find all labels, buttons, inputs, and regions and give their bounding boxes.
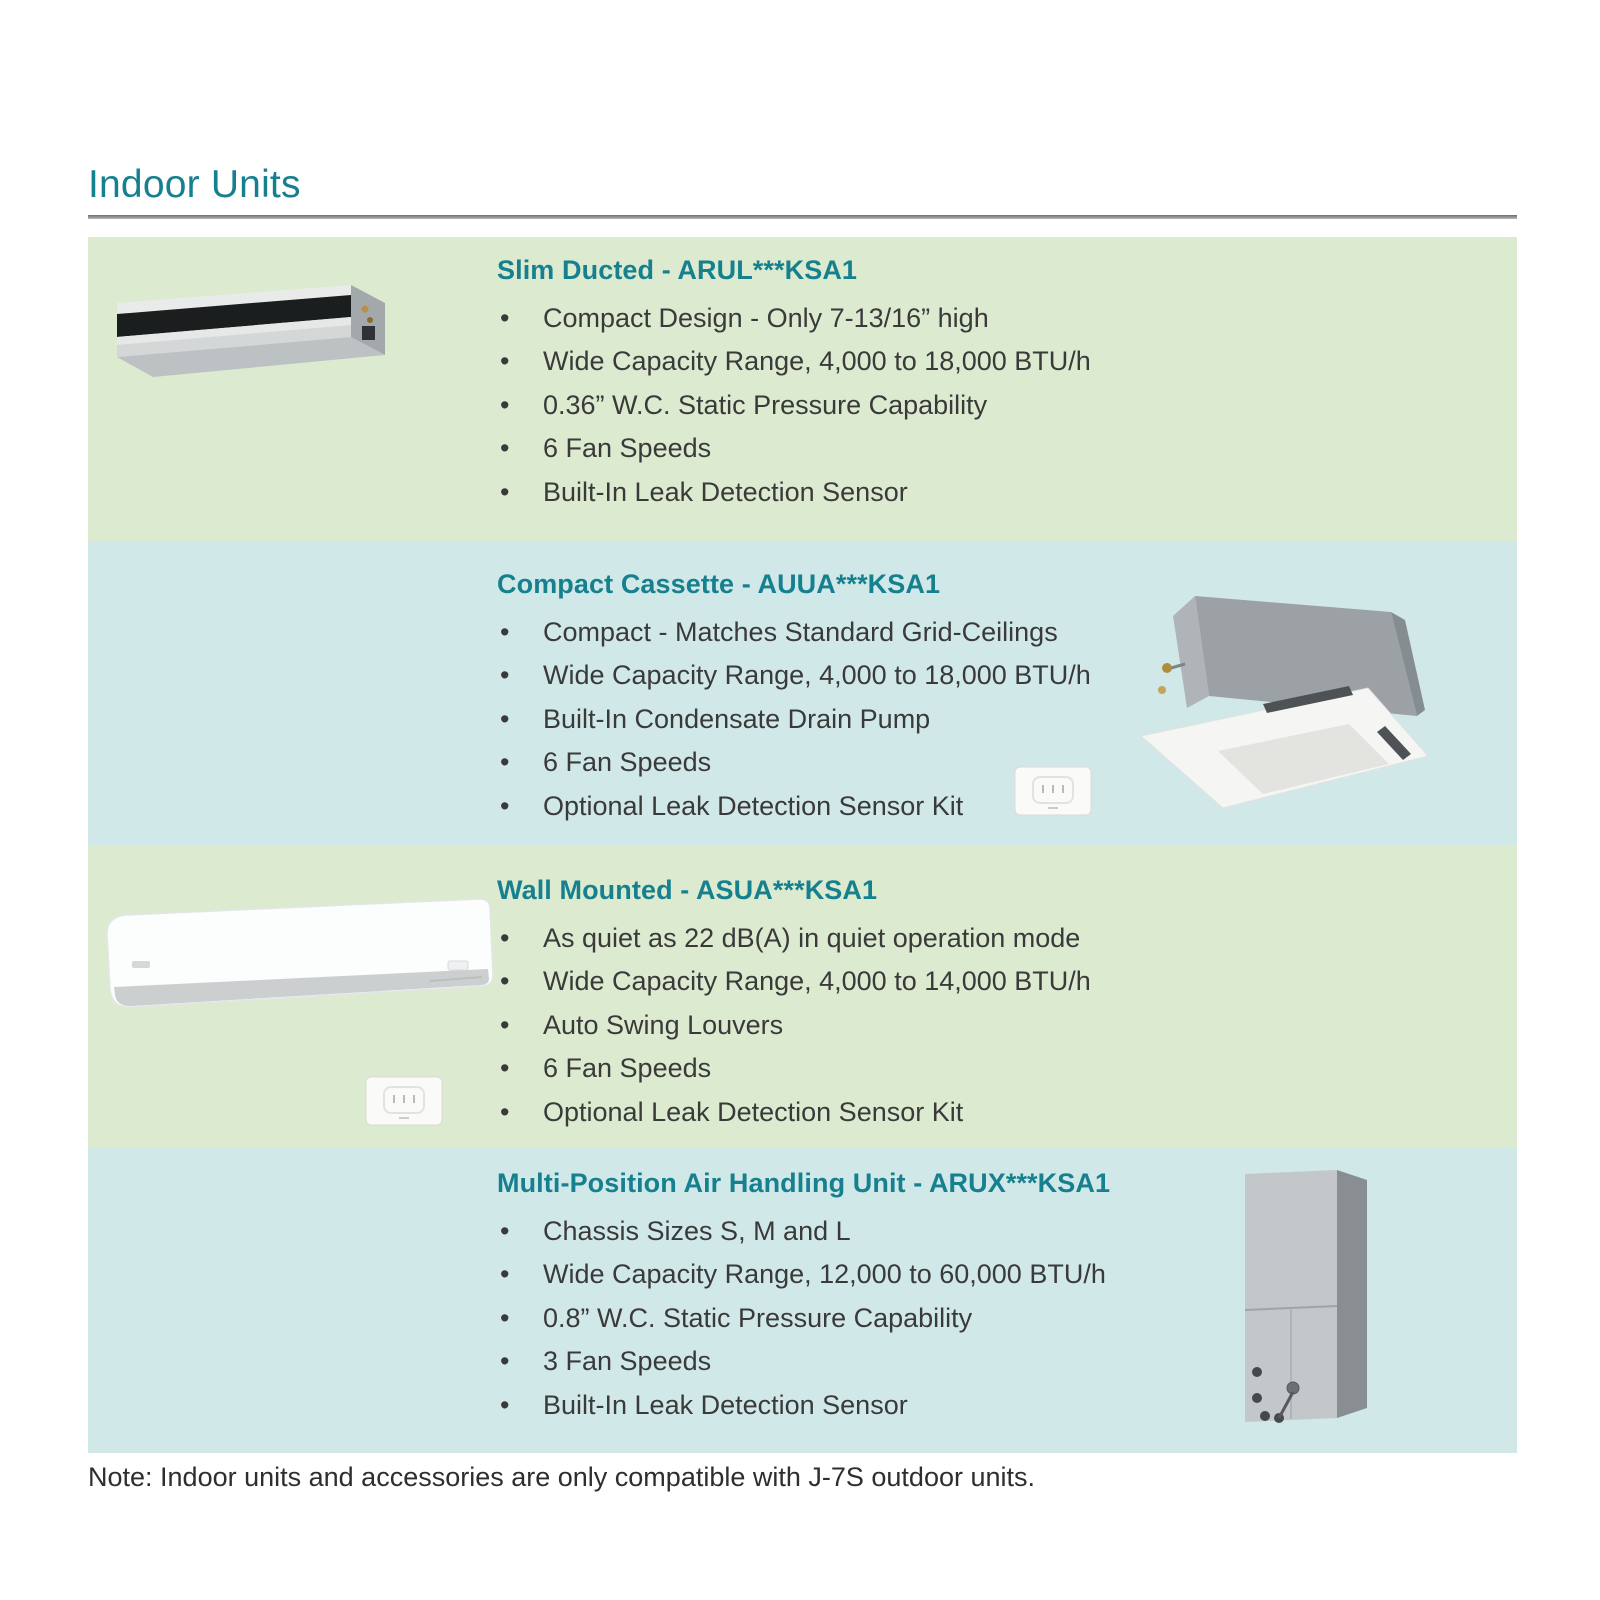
page-title: Indoor Units	[88, 163, 301, 206]
section-bands	[88, 237, 1517, 1453]
cabinet-side	[1337, 1170, 1367, 1418]
section-title: Multi-Position Air Handling Unit - ARUX***KSA1	[497, 1168, 1111, 1198]
section-air-handling-unit	[88, 1148, 1517, 1453]
section-title: Wall Mounted - ASUA***KSA1	[497, 875, 878, 905]
connection-box	[362, 326, 375, 340]
remote-control-image	[364, 1075, 444, 1127]
section-content	[497, 873, 1237, 1134]
bullet-item: • Compact - Matches Standard Grid-Ceilings	[497, 611, 1237, 654]
title-divider	[88, 215, 1517, 219]
bullet-item: • 6 Fan Speeds	[497, 427, 1237, 470]
bullet-item: • Wide Capacity Range, 4,000 to 14,000 BTU/h	[497, 960, 1237, 1003]
refrigerant-pipe	[362, 306, 369, 313]
display-indicator	[448, 961, 468, 970]
feature-list	[497, 917, 1237, 1134]
section-content	[497, 253, 1237, 514]
bullet-item: • Built-In Condensate Drain Pump	[497, 698, 1237, 741]
bullet-item: • Wide Capacity Range, 12,000 to 60,000 BTU/h	[497, 1253, 1237, 1296]
section-content	[497, 567, 1237, 828]
bullet-item: • Optional Leak Detection Sensor Kit	[497, 1091, 1237, 1134]
refrigerant-pipe	[367, 317, 373, 323]
bullet-item: • 6 Fan Speeds	[497, 1047, 1237, 1090]
section-compact-cassette	[88, 541, 1517, 845]
section-slim-ducted	[88, 237, 1517, 541]
feature-list	[497, 611, 1237, 828]
knockout-hole	[1260, 1411, 1270, 1421]
bullet-item: • Chassis Sizes S, M and L	[497, 1210, 1237, 1253]
air-handling-unit-image	[1235, 1160, 1381, 1428]
slim-ducted-unit-image	[113, 273, 413, 385]
bullet-item: • Auto Swing Louvers	[497, 1004, 1237, 1047]
bullet-item: • 0.8” W.C. Static Pressure Capability	[497, 1297, 1237, 1340]
bullet-item: • Built-In Leak Detection Sensor	[497, 1384, 1237, 1427]
bullet-item: • 3 Fan Speeds	[497, 1340, 1237, 1383]
bullet-item: • As quiet as 22 dB(A) in quiet operation mode	[497, 917, 1237, 960]
section-title: Compact Cassette - AUUA***KSA1	[497, 569, 941, 599]
bullet-item: • Wide Capacity Range, 4,000 to 18,000 BTU/h	[497, 340, 1237, 383]
bullet-item: • Optional Leak Detection Sensor Kit	[497, 785, 1237, 828]
knockout-hole	[1252, 1367, 1262, 1377]
knockout-hole	[1252, 1393, 1262, 1403]
section-title: Slim Ducted - ARUL***KSA1	[497, 255, 858, 285]
bullet-item: • Built-In Leak Detection Sensor	[497, 471, 1237, 514]
compatibility-note: Note: Indoor units and accessories are only compatible with J-7S outdoor units.	[88, 1462, 1036, 1492]
bullet-item: • 6 Fan Speeds	[497, 741, 1237, 784]
feature-list	[497, 1210, 1237, 1427]
feature-list	[497, 297, 1237, 514]
brand-logo	[132, 961, 150, 968]
bullet-item: • 0.36” W.C. Static Pressure Capability	[497, 384, 1237, 427]
bullet-item: • Compact Design - Only 7-13/16” high	[497, 297, 1237, 340]
section-content	[497, 1166, 1237, 1427]
wall-mounted-unit-image	[100, 889, 498, 1041]
section-wall-mounted	[88, 845, 1517, 1148]
bullet-item: • Wide Capacity Range, 4,000 to 18,000 BTU/h	[497, 654, 1237, 697]
